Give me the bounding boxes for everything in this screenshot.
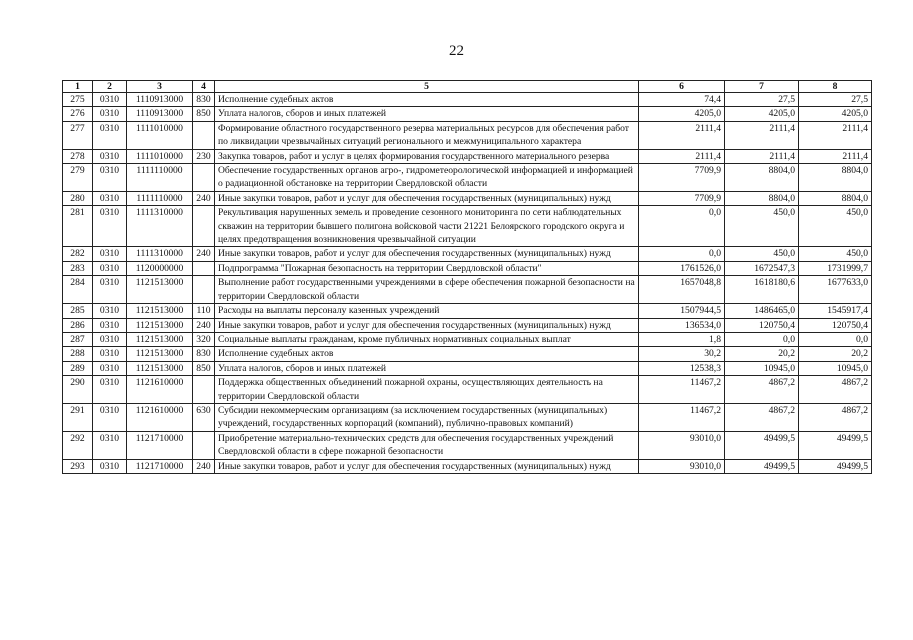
expense-type-code: 240: [193, 318, 215, 332]
amount-col-6: 74,4: [639, 93, 725, 107]
row-number: 287: [63, 332, 93, 346]
expense-type-code: [193, 431, 215, 459]
expense-type-code: 240: [193, 247, 215, 261]
amount-col-6: 11467,2: [639, 376, 725, 404]
expense-type-code: [193, 206, 215, 247]
section-code: 0310: [93, 304, 127, 318]
amount-col-8: 49499,5: [799, 431, 872, 459]
target-article-code: 1110913000: [127, 107, 193, 121]
row-number: 292: [63, 431, 93, 459]
target-article-code: 1121513000: [127, 318, 193, 332]
target-article-code: 1111110000: [127, 164, 193, 192]
amount-col-7: 20,2: [725, 347, 799, 361]
amount-col-8: 4867,2: [799, 376, 872, 404]
row-number: 275: [63, 93, 93, 107]
section-code: 0310: [93, 376, 127, 404]
row-number: 282: [63, 247, 93, 261]
table-row: [63, 459, 872, 473]
amount-col-6: 1761526,0: [639, 261, 725, 275]
table-row: [63, 107, 872, 121]
table-row: [63, 247, 872, 261]
amount-col-6: 11467,2: [639, 403, 725, 431]
row-number: 291: [63, 403, 93, 431]
amount-col-7: 2111,4: [725, 149, 799, 163]
amount-col-7: 120750,4: [725, 318, 799, 332]
table-row: [63, 332, 872, 346]
target-article-code: 1121513000: [127, 276, 193, 304]
expense-type-code: 320: [193, 332, 215, 346]
header-col-4: 4: [193, 81, 215, 93]
amount-col-7: 10945,0: [725, 361, 799, 375]
row-number: 277: [63, 121, 93, 149]
target-article-code: 1111310000: [127, 247, 193, 261]
item-name: Закупка товаров, работ и услуг в целях формирования государственного материального резерва: [215, 149, 639, 163]
table-body: [63, 93, 872, 474]
table-row: [63, 347, 872, 361]
target-article-code: 1121513000: [127, 304, 193, 318]
amount-col-7: 2111,4: [725, 121, 799, 149]
table-row: [63, 304, 872, 318]
row-number: 278: [63, 149, 93, 163]
amount-col-7: 1618180,6: [725, 276, 799, 304]
section-code: 0310: [93, 191, 127, 205]
amount-col-7: 8804,0: [725, 191, 799, 205]
page-number: 22: [449, 43, 464, 59]
item-name: Выполнение работ государственными учреждениями в сфере обеспечения пожарной безопасности на территории Свердловской области: [215, 276, 639, 304]
row-number: 280: [63, 191, 93, 205]
expense-type-code: 110: [193, 304, 215, 318]
item-name: Рекультивация нарушенных земель и проведение сезонного мониторинга по сети наблюдательных скважин на территории бывшего полигона войсковой части 21221 Белоярского городского округа и целях предотвращения возникновения чрезвычайной ситуации: [215, 206, 639, 247]
table-row: [63, 376, 872, 404]
table-header: [63, 81, 872, 93]
amount-col-8: 4867,2: [799, 403, 872, 431]
amount-col-6: 0,0: [639, 247, 725, 261]
amount-col-7: 1672547,3: [725, 261, 799, 275]
section-code: 0310: [93, 93, 127, 107]
expense-type-code: [193, 261, 215, 275]
section-code: 0310: [93, 403, 127, 431]
item-name: Иные закупки товаров, работ и услуг для обеспечения государственных (муниципальных) нужд: [215, 459, 639, 473]
target-article-code: 1121710000: [127, 431, 193, 459]
item-name: Исполнение судебных актов: [215, 347, 639, 361]
item-name: Уплата налогов, сборов и иных платежей: [215, 361, 639, 375]
amount-col-7: 49499,5: [725, 431, 799, 459]
target-article-code: 1121610000: [127, 376, 193, 404]
amount-col-7: 4205,0: [725, 107, 799, 121]
amount-col-8: 120750,4: [799, 318, 872, 332]
item-name: Поддержка общественных объединений пожарной охраны, осуществляющих деятельность на территории Свердловской области: [215, 376, 639, 404]
section-code: 0310: [93, 347, 127, 361]
item-name: Расходы на выплаты персоналу казенных учреждений: [215, 304, 639, 318]
amount-col-8: 8804,0: [799, 164, 872, 192]
target-article-code: 1121513000: [127, 332, 193, 346]
amount-col-8: 450,0: [799, 247, 872, 261]
row-number: 286: [63, 318, 93, 332]
expense-type-code: 240: [193, 191, 215, 205]
row-number: 288: [63, 347, 93, 361]
target-article-code: 1111110000: [127, 191, 193, 205]
amount-col-6: 1657048,8: [639, 276, 725, 304]
row-number: 283: [63, 261, 93, 275]
section-code: 0310: [93, 318, 127, 332]
table-row: [63, 318, 872, 332]
section-code: 0310: [93, 107, 127, 121]
row-number: 289: [63, 361, 93, 375]
amount-col-8: 2111,4: [799, 149, 872, 163]
table-row: [63, 361, 872, 375]
table-row: [63, 191, 872, 205]
expense-type-code: [193, 121, 215, 149]
amount-col-6: 93010,0: [639, 459, 725, 473]
expense-type-code: 850: [193, 361, 215, 375]
amount-col-8: 2111,4: [799, 121, 872, 149]
amount-col-6: 2111,4: [639, 149, 725, 163]
table-row: [63, 261, 872, 275]
amount-col-7: 0,0: [725, 332, 799, 346]
table-row: [63, 164, 872, 192]
section-code: 0310: [93, 164, 127, 192]
amount-col-6: 1,8: [639, 332, 725, 346]
header-col-5: 5: [215, 81, 639, 93]
budget-table: [62, 80, 872, 474]
amount-col-8: 4205,0: [799, 107, 872, 121]
target-article-code: 1121513000: [127, 347, 193, 361]
amount-col-8: 8804,0: [799, 191, 872, 205]
row-number: 281: [63, 206, 93, 247]
section-code: 0310: [93, 276, 127, 304]
amount-col-6: 2111,4: [639, 121, 725, 149]
item-name: Приобретение материально-технических средств для обеспечения государственных учреждений Свердловской области в сфере пожарной безопасности: [215, 431, 639, 459]
table-row: [63, 93, 872, 107]
amount-col-7: 8804,0: [725, 164, 799, 192]
header-col-1: 1: [63, 81, 93, 93]
header-col-7: 7: [725, 81, 799, 93]
amount-col-8: 450,0: [799, 206, 872, 247]
amount-col-8: 20,2: [799, 347, 872, 361]
item-name: Социальные выплаты гражданам, кроме публичных нормативных социальных выплат: [215, 332, 639, 346]
amount-col-8: 1731999,7: [799, 261, 872, 275]
amount-col-8: 10945,0: [799, 361, 872, 375]
target-article-code: 1121710000: [127, 459, 193, 473]
target-article-code: 1111010000: [127, 149, 193, 163]
section-code: 0310: [93, 332, 127, 346]
amount-col-6: 7709,9: [639, 191, 725, 205]
target-article-code: 1121513000: [127, 361, 193, 375]
item-name: Подпрограмма "Пожарная безопасность на территории Свердловской области": [215, 261, 639, 275]
amount-col-8: 27,5: [799, 93, 872, 107]
table-row: [63, 431, 872, 459]
amount-col-6: 0,0: [639, 206, 725, 247]
row-number: 284: [63, 276, 93, 304]
item-name: Исполнение судебных актов: [215, 93, 639, 107]
expense-type-code: 830: [193, 93, 215, 107]
table-row: [63, 276, 872, 304]
amount-col-7: 450,0: [725, 247, 799, 261]
expense-type-code: 830: [193, 347, 215, 361]
item-name: Иные закупки товаров, работ и услуг для обеспечения государственных (муниципальных) нужд: [215, 318, 639, 332]
header-col-6: 6: [639, 81, 725, 93]
target-article-code: 1110913000: [127, 93, 193, 107]
amount-col-7: 4867,2: [725, 403, 799, 431]
item-name: Субсидии некоммерческим организациям (за исключением государственных (муниципальных) учреждений, государственных корпораций (компаний), публично-правовых компаний): [215, 403, 639, 431]
row-number: 293: [63, 459, 93, 473]
item-name: Иные закупки товаров, работ и услуг для обеспечения государственных (муниципальных) нужд: [215, 191, 639, 205]
table-row: [63, 403, 872, 431]
target-article-code: 1121610000: [127, 403, 193, 431]
table-row: [63, 149, 872, 163]
item-name: Иные закупки товаров, работ и услуг для обеспечения государственных (муниципальных) нужд: [215, 247, 639, 261]
amount-col-6: 12538,3: [639, 361, 725, 375]
row-number: 279: [63, 164, 93, 192]
row-number: 290: [63, 376, 93, 404]
expense-type-code: [193, 164, 215, 192]
row-number: 276: [63, 107, 93, 121]
expense-type-code: [193, 376, 215, 404]
amount-col-6: 30,2: [639, 347, 725, 361]
amount-col-7: 1486465,0: [725, 304, 799, 318]
amount-col-6: 1507944,5: [639, 304, 725, 318]
target-article-code: 1111310000: [127, 206, 193, 247]
section-code: 0310: [93, 459, 127, 473]
expense-type-code: 850: [193, 107, 215, 121]
amount-col-8: 1677633,0: [799, 276, 872, 304]
amount-col-6: 4205,0: [639, 107, 725, 121]
table-row: [63, 121, 872, 149]
expense-type-code: [193, 276, 215, 304]
item-name: Обеспечение государственных органов агро-, гидрометеорологической информацией и информацией о радиационной обстановке на территории Свердловской области: [215, 164, 639, 192]
section-code: 0310: [93, 121, 127, 149]
header-col-8: 8: [799, 81, 872, 93]
target-article-code: 1120000000: [127, 261, 193, 275]
expense-type-code: 240: [193, 459, 215, 473]
expense-type-code: 230: [193, 149, 215, 163]
amount-col-6: 7709,9: [639, 164, 725, 192]
amount-col-7: 4867,2: [725, 376, 799, 404]
amount-col-7: 450,0: [725, 206, 799, 247]
section-code: 0310: [93, 431, 127, 459]
header-col-2: 2: [93, 81, 127, 93]
section-code: 0310: [93, 247, 127, 261]
section-code: 0310: [93, 261, 127, 275]
amount-col-7: 27,5: [725, 93, 799, 107]
amount-col-6: 93010,0: [639, 431, 725, 459]
amount-col-8: 1545917,4: [799, 304, 872, 318]
section-code: 0310: [93, 206, 127, 247]
target-article-code: 1111010000: [127, 121, 193, 149]
item-name: Уплата налогов, сборов и иных платежей: [215, 107, 639, 121]
header-col-3: 3: [127, 81, 193, 93]
amount-col-8: 49499,5: [799, 459, 872, 473]
section-code: 0310: [93, 149, 127, 163]
amount-col-6: 136534,0: [639, 318, 725, 332]
item-name: Формирование областного государственного резерва материальных ресурсов для обеспечения работ по ликвидации чрезвычайных ситуаций регионального и межмуниципального характера: [215, 121, 639, 149]
row-number: 285: [63, 304, 93, 318]
table-row: [63, 206, 872, 247]
header-row: [63, 81, 872, 93]
amount-col-7: 49499,5: [725, 459, 799, 473]
section-code: 0310: [93, 361, 127, 375]
amount-col-8: 0,0: [799, 332, 872, 346]
expense-type-code: 630: [193, 403, 215, 431]
